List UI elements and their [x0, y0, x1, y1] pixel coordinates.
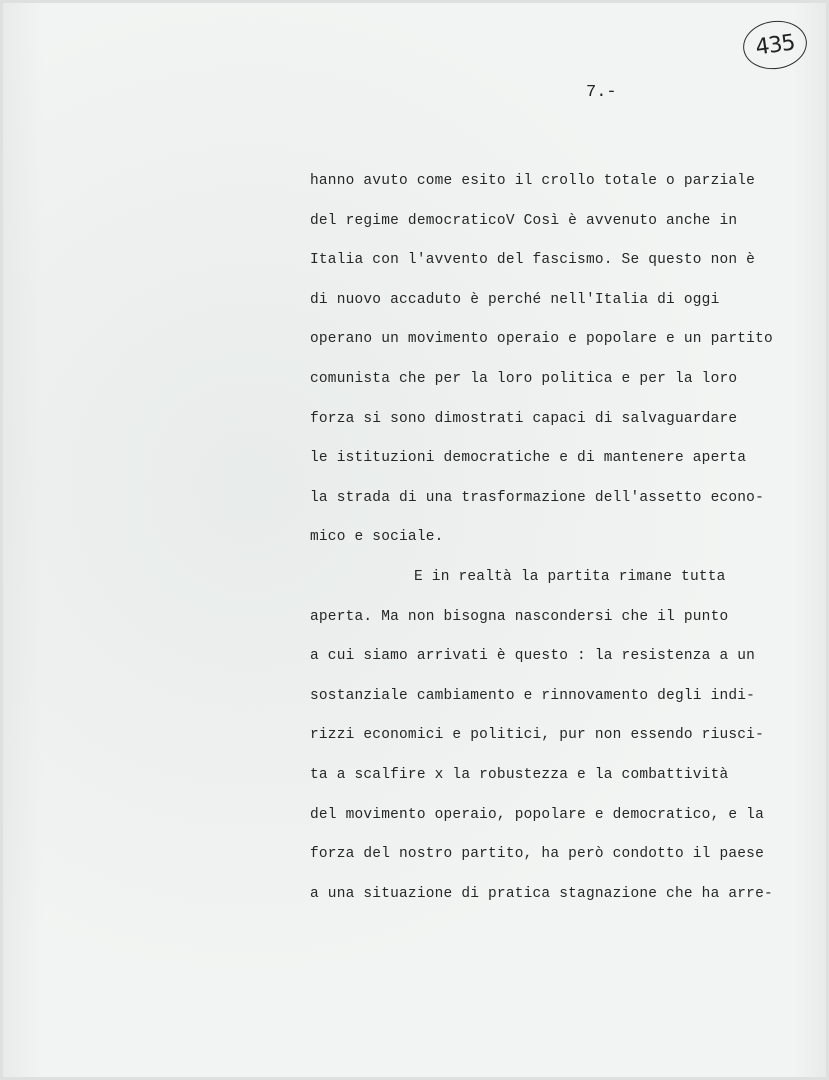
page-number: 7.-: [586, 83, 617, 102]
text-line: E in realtà la partita rimane tutta: [414, 568, 726, 585]
text-line: aperta. Ma non bisogna nascondersi che il punto: [310, 608, 729, 625]
text-line: a una situazione di pratica stagnazione che ha arre-: [310, 885, 773, 902]
text-line: di nuovo accaduto è perché nell'Italia di oggi: [310, 291, 720, 308]
text-line: Italia con l'avvento del fascismo. Se questo non è: [310, 252, 756, 269]
text-line: le istituzioni democratiche e di mantenere aperta: [310, 450, 747, 467]
text-line: forza si sono dimostrati capaci di salvaguardare: [310, 410, 738, 427]
text-line: sostanziale cambiamento e rinnovamento degli indi-: [310, 687, 756, 704]
page-stamp: [740, 17, 810, 73]
page-stamp-number: 435: [753, 29, 797, 61]
text-line: ta a scalfire x la robustezza e la combattività: [310, 766, 729, 783]
text-line: hanno avuto come esito il crollo totale o parziale: [310, 173, 756, 189]
body-text: [310, 168, 825, 920]
text-line: operano un movimento operaio e popolare e un partito: [310, 331, 773, 348]
text-line: rizzi economici e politici, pur non essendo riusci-: [310, 727, 764, 744]
text-line: forza del nostro partito, ha però condotto il paese: [310, 846, 764, 863]
text-line: mico e sociale.: [310, 529, 444, 546]
text-line: del movimento operaio, popolare e democratico, e la: [310, 806, 764, 823]
text-line: comunista che per la loro politica e per la loro: [310, 370, 738, 387]
text-line: la strada di una trasformazione dell'assetto econo-: [310, 489, 764, 506]
text-line: del regime democraticoV Così è avvenuto anche in: [310, 212, 738, 229]
text-line: a cui siamo arrivati è questo : la resistenza a un: [310, 648, 756, 665]
